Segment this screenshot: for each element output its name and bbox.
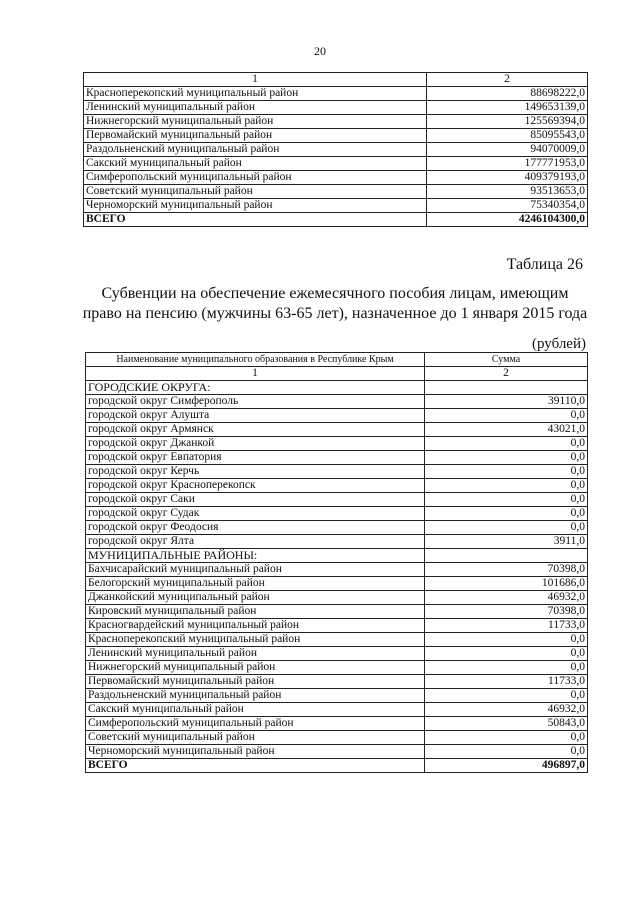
table-column-number-row xyxy=(86,367,588,381)
table-row xyxy=(86,577,588,591)
row-value: 0,0 xyxy=(425,661,588,675)
table-row xyxy=(86,479,588,493)
row-name: Ленинский муниципальный район xyxy=(84,101,427,115)
row-value: 85095543,0 xyxy=(427,129,588,143)
total-label: ВСЕГО xyxy=(84,213,427,227)
row-name: Раздольненский муниципальный район xyxy=(86,689,425,703)
row-value: 46932,0 xyxy=(425,591,588,605)
row-name: Нижнегорский муниципальный район xyxy=(84,115,427,129)
row-name: городской округ Евпатория xyxy=(86,451,425,465)
table-row xyxy=(86,465,588,479)
table-row xyxy=(86,745,588,759)
row-name: городской округ Джанкой xyxy=(86,437,425,451)
row-value: 46932,0 xyxy=(425,703,588,717)
row-name: Симферопольский муниципальный район xyxy=(84,171,427,185)
row-value: 0,0 xyxy=(425,479,588,493)
table-row xyxy=(86,493,588,507)
table-row xyxy=(86,675,588,689)
row-value: 75340354,0 xyxy=(427,199,588,213)
row-name: Бахчисарайский муниципальный район xyxy=(86,563,425,577)
section-empty-cell xyxy=(425,549,588,563)
table-row xyxy=(84,143,588,157)
table-row xyxy=(86,409,588,423)
row-name: городской округ Керчь xyxy=(86,465,425,479)
row-value: 0,0 xyxy=(425,521,588,535)
page-number: 20 xyxy=(314,44,326,58)
table-row xyxy=(84,129,588,143)
table-row xyxy=(86,563,588,577)
section-header-row xyxy=(86,381,588,395)
row-value: 0,0 xyxy=(425,745,588,759)
table-row xyxy=(86,535,588,549)
row-name: Советский муниципальный район xyxy=(84,185,427,199)
row-value: 0,0 xyxy=(425,437,588,451)
table-row xyxy=(86,591,588,605)
table-row xyxy=(86,423,588,437)
table-row xyxy=(84,87,588,101)
row-value: 43021,0 xyxy=(425,423,588,437)
row-value: 11733,0 xyxy=(425,675,588,689)
row-value: 0,0 xyxy=(425,493,588,507)
column-number-2: 2 xyxy=(427,73,588,87)
row-name: Джанкойский муниципальный район xyxy=(86,591,425,605)
row-name: городской округ Красноперекопск xyxy=(86,479,425,493)
table-label: Таблица 26 xyxy=(506,256,583,273)
row-value: 11733,0 xyxy=(425,619,588,633)
section-title: ГОРОДСКИЕ ОКРУГА: xyxy=(86,381,425,395)
table-row xyxy=(86,689,588,703)
section-title: МУНИЦИПАЛЬНЫЕ РАЙОНЫ: xyxy=(86,549,425,563)
table-row xyxy=(84,157,588,171)
table-row xyxy=(86,633,588,647)
table-row xyxy=(86,605,588,619)
table-total-row xyxy=(86,759,588,773)
table-row xyxy=(84,101,588,115)
table-row xyxy=(86,451,588,465)
table-row xyxy=(86,395,588,409)
row-value: 0,0 xyxy=(425,451,588,465)
row-value: 39110,0 xyxy=(425,395,588,409)
row-name: городской округ Ялта xyxy=(86,535,425,549)
units-label: (рублей) xyxy=(531,336,586,352)
row-name: Кировский муниципальный район xyxy=(86,605,425,619)
section-empty-cell xyxy=(425,381,588,395)
table-row xyxy=(84,115,588,129)
row-name: Симферопольский муниципальный район xyxy=(86,717,425,731)
table-row xyxy=(84,185,588,199)
row-value: 50843,0 xyxy=(425,717,588,731)
column-number-1: 1 xyxy=(84,73,427,87)
row-name: городской округ Алушта xyxy=(86,409,425,423)
row-value: 0,0 xyxy=(425,409,588,423)
table-continued xyxy=(83,72,588,227)
total-value: 496897,0 xyxy=(425,759,588,773)
table-row xyxy=(86,717,588,731)
row-name: Черноморский муниципальный район xyxy=(86,745,425,759)
row-value: 0,0 xyxy=(425,647,588,661)
row-value: 0,0 xyxy=(425,465,588,479)
table-title: Субвенции на обеспечение ежемесячного пособия лицам, имеющим право на пенсию (мужчины 63-65 лет), назначенное до 1 января 2015 года xyxy=(82,285,588,322)
row-value: 409379193,0 xyxy=(427,171,588,185)
row-name: Нижнегорский муниципальный район xyxy=(86,661,425,675)
row-value: 177771953,0 xyxy=(427,157,588,171)
row-name: Сакский муниципальный район xyxy=(86,703,425,717)
row-name: городской округ Феодосия xyxy=(86,521,425,535)
row-name: Красногвардейский муниципальный район xyxy=(86,619,425,633)
table-row xyxy=(86,703,588,717)
row-name: Первомайский муниципальный район xyxy=(84,129,427,143)
table-row xyxy=(86,619,588,633)
table-26-body xyxy=(86,353,588,773)
total-value: 4246104300,0 xyxy=(427,213,588,227)
row-value: 70398,0 xyxy=(425,605,588,619)
column-header-name: Наименование муниципального образования в Республике Крым xyxy=(86,353,425,367)
row-value: 88698222,0 xyxy=(427,87,588,101)
total-label: ВСЕГО xyxy=(86,759,425,773)
row-value: 70398,0 xyxy=(425,563,588,577)
table-row xyxy=(86,521,588,535)
row-name: Красноперекопский муниципальный район xyxy=(84,87,427,101)
row-name: Красноперекопский муниципальный район xyxy=(86,633,425,647)
table-row xyxy=(84,171,588,185)
row-name: городской округ Симферополь xyxy=(86,395,425,409)
row-value: 0,0 xyxy=(425,731,588,745)
row-name: Белогорский муниципальный район xyxy=(86,577,425,591)
row-name: Советский муниципальный район xyxy=(86,731,425,745)
row-value: 125569394,0 xyxy=(427,115,588,129)
column-number-1: 1 xyxy=(86,367,425,381)
table-row xyxy=(86,731,588,745)
table-row xyxy=(86,647,588,661)
table-row xyxy=(86,437,588,451)
section-header-row xyxy=(86,549,588,563)
row-name: городской округ Саки xyxy=(86,493,425,507)
column-number-2: 2 xyxy=(425,367,588,381)
row-name: Сакский муниципальный район xyxy=(84,157,427,171)
table-total-row xyxy=(84,213,588,227)
column-header-sum: Сумма xyxy=(425,353,588,367)
table-column-header-row xyxy=(86,353,588,367)
row-name: Первомайский муниципальный район xyxy=(86,675,425,689)
table-continued-body xyxy=(84,73,588,227)
row-value: 94070009,0 xyxy=(427,143,588,157)
row-value: 149653139,0 xyxy=(427,101,588,115)
row-name: Ленинский муниципальный район xyxy=(86,647,425,661)
row-name: Черноморский муниципальный район xyxy=(84,199,427,213)
row-value: 0,0 xyxy=(425,507,588,521)
row-value: 0,0 xyxy=(425,633,588,647)
row-name: городской округ Армянск xyxy=(86,423,425,437)
row-value: 101686,0 xyxy=(425,577,588,591)
table-row xyxy=(86,661,588,675)
row-name: городской округ Судак xyxy=(86,507,425,521)
table-row xyxy=(84,199,588,213)
row-value: 93513653,0 xyxy=(427,185,588,199)
row-value: 3911,0 xyxy=(425,535,588,549)
table-26 xyxy=(85,352,588,773)
table-row xyxy=(86,507,588,521)
row-name: Раздольненский муниципальный район xyxy=(84,143,427,157)
table-header-row xyxy=(84,73,588,87)
row-value: 0,0 xyxy=(425,689,588,703)
